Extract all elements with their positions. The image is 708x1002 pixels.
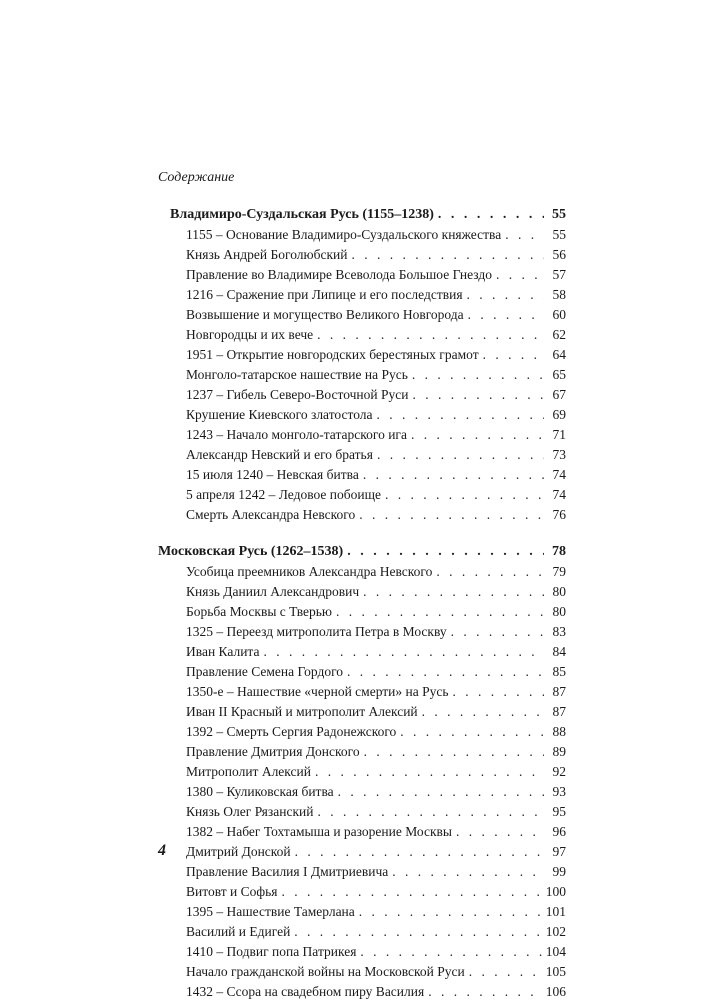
toc-entry[interactable] [158, 582, 566, 602]
toc-entry-page: 101 [545, 904, 566, 919]
toc-entry-page: 104 [545, 944, 566, 959]
toc-entry-title: 1392 – Смерть Сергия Радонежского [186, 724, 397, 739]
dot-leader [453, 682, 544, 702]
toc-entry[interactable] [158, 762, 566, 782]
page-number: 4 [158, 842, 166, 859]
toc-entry[interactable] [158, 662, 566, 682]
toc-entry-page: 76 [552, 507, 566, 522]
toc-entry-title: Князь Даниил Александрович [186, 584, 360, 599]
toc-entry-title: Усобица преемников Александра Невского [186, 564, 433, 579]
toc-entry-page: 79 [552, 564, 566, 579]
toc-entry-title: Василий и Едигей [186, 924, 291, 939]
dot-leader [317, 802, 544, 822]
dot-leader [317, 325, 544, 345]
toc-entry-title: Правление Семена Гордого [186, 664, 344, 679]
dot-leader [264, 642, 545, 662]
dot-leader [411, 425, 544, 445]
dot-leader [438, 205, 544, 225]
toc-entry-page: 57 [552, 267, 566, 282]
dot-leader [467, 285, 544, 305]
toc-entry[interactable] [158, 622, 566, 642]
toc-entry-page: 105 [545, 964, 566, 979]
toc-heading-title: Московская Русь (1262–1538) [158, 544, 344, 559]
dot-leader [347, 662, 544, 682]
toc-entry-page: 85 [552, 664, 566, 679]
toc-entry-title: 1380 – Куликовская битва [186, 784, 334, 799]
dot-leader [294, 922, 541, 942]
dot-leader [436, 562, 544, 582]
toc-entry-title: Правление Василия I Дмитриевича [186, 864, 389, 879]
toc-entry[interactable] [158, 602, 566, 622]
toc-entry-page: 80 [552, 604, 566, 619]
dot-leader [351, 245, 544, 265]
toc-entry-page: 106 [545, 984, 566, 999]
toc-entry-title: Новгородцы и их вече [186, 327, 314, 342]
toc-entry-page: 84 [552, 644, 566, 659]
toc-entry-page: 74 [552, 487, 566, 502]
toc-entry-page: 67 [552, 387, 566, 402]
toc-entry[interactable] [158, 862, 566, 882]
toc-entry-title: Князь Олег Рязанский [186, 804, 314, 819]
toc-entry[interactable] [158, 922, 566, 942]
dot-leader [281, 882, 541, 902]
toc-section-moscow [158, 542, 566, 1002]
dot-leader [359, 902, 542, 922]
toc-entry[interactable] [158, 425, 566, 445]
dot-leader [468, 305, 544, 325]
toc-entry[interactable] [158, 842, 566, 862]
toc-section-heading[interactable] [158, 542, 566, 562]
toc-entry-title: Возвышение и могущество Великого Новгорода [186, 307, 464, 322]
toc-entry-title: Начало гражданской войны на Московской Руси [186, 964, 465, 979]
toc-entry[interactable] [158, 245, 566, 265]
toc-heading-page: 55 [552, 207, 566, 222]
toc-entry[interactable] [158, 465, 566, 485]
toc-entry[interactable] [158, 802, 566, 822]
toc-entry-page: 73 [552, 447, 566, 462]
dot-leader [338, 782, 544, 802]
dot-leader [377, 405, 544, 425]
toc-entry[interactable] [158, 902, 566, 922]
toc-entry-page: 93 [552, 784, 566, 799]
dot-leader [505, 225, 544, 245]
toc-entry-title: 15 июля 1240 – Невская битва [186, 467, 359, 482]
toc-entry-page: 80 [552, 584, 566, 599]
toc-entry-page: 58 [552, 287, 566, 302]
toc-entry-title: Крушение Киевского златостола [186, 407, 373, 422]
toc-entry-title: Иван II Красный и митрополит Алексий [186, 704, 418, 719]
table-of-contents [158, 205, 566, 1002]
toc-entry-title: Монголо-татарское нашествие на Русь [186, 367, 408, 382]
toc-entry-title: 1350-е – Нашествие «черной смерти» на Русь [186, 684, 449, 699]
dot-leader [363, 582, 544, 602]
toc-heading-page: 78 [552, 544, 566, 559]
toc-entry-page: 60 [552, 307, 566, 322]
toc-entry[interactable] [158, 562, 566, 582]
toc-entry-page: 71 [552, 427, 566, 442]
toc-entry[interactable] [158, 962, 566, 982]
toc-entry[interactable] [158, 642, 566, 662]
toc-entry-title: 1951 – Открытие новгородских берестяных грамот [186, 347, 479, 362]
toc-entry-page: 87 [552, 684, 566, 699]
toc-entry[interactable] [158, 682, 566, 702]
toc-entry-page: 64 [552, 347, 566, 362]
toc-entry-title: Иван Калита [186, 644, 260, 659]
toc-entry-title: 1410 – Подвиг попа Патрикея [186, 944, 357, 959]
toc-entry[interactable] [158, 742, 566, 762]
toc-entry-page: 97 [552, 844, 566, 859]
toc-entry-page: 96 [552, 824, 566, 839]
toc-entry[interactable] [158, 445, 566, 465]
toc-entry[interactable] [158, 365, 566, 385]
toc-entry-page: 69 [552, 407, 566, 422]
toc-entry[interactable] [158, 325, 566, 345]
toc-entry[interactable] [158, 822, 566, 842]
dot-leader [412, 385, 544, 405]
toc-entry[interactable] [158, 702, 566, 722]
toc-entry-title: Правление Дмитрия Донского [186, 744, 360, 759]
toc-entry-title: Дмитрий Донской [186, 844, 291, 859]
toc-entry-title: 1325 – Переезд митрополита Петра в Москву [186, 624, 447, 639]
toc-entry-page: 62 [552, 327, 566, 342]
dot-leader [422, 702, 544, 722]
toc-entry-title: 1432 – Ссора на свадебном пиру Василия [186, 984, 425, 999]
dot-leader [315, 762, 544, 782]
dot-leader [451, 622, 544, 642]
toc-entry-page: 55 [552, 227, 566, 242]
toc-entry[interactable] [158, 505, 566, 525]
dot-leader [377, 445, 544, 465]
toc-entry-title: 5 апреля 1242 – Ледовое побоище [186, 487, 381, 502]
toc-entry-page: 87 [552, 704, 566, 719]
dot-leader [336, 602, 544, 622]
toc-entry-title: Смерть Александра Невского [186, 507, 356, 522]
toc-entry-page: 83 [552, 624, 566, 639]
dot-leader [360, 942, 541, 962]
toc-entry-page: 88 [552, 724, 566, 739]
toc-entry-page: 56 [552, 247, 566, 262]
toc-entry-page: 100 [545, 884, 566, 899]
toc-entry-title: Александр Невский и его братья [186, 447, 373, 462]
dot-leader [412, 365, 544, 385]
dot-leader [347, 542, 544, 562]
dot-leader [400, 722, 544, 742]
toc-section-heading[interactable] [158, 205, 566, 225]
toc-entry[interactable] [158, 385, 566, 405]
dot-leader [363, 465, 544, 485]
toc-entry-title: 1216 – Сражение при Липице и его последствия [186, 287, 463, 302]
toc-entry-page: 65 [552, 367, 566, 382]
running-header: Содержание [158, 170, 235, 185]
dot-leader [456, 822, 544, 842]
toc-entry-title: Витовт и Софья [186, 884, 278, 899]
toc-entry[interactable] [158, 305, 566, 325]
toc-entry-title: Правление во Владимире Всеволода Большое Гнездо [186, 267, 492, 282]
toc-entry-title: Митрополит Алексий [186, 764, 311, 779]
toc-entry-title: 1395 – Нашествие Тамерлана [186, 904, 355, 919]
toc-entry[interactable] [158, 265, 566, 285]
toc-entry-title: Князь Андрей Боголюбский [186, 247, 348, 262]
toc-entry-page: 89 [552, 744, 566, 759]
dot-leader [469, 962, 542, 982]
toc-entry[interactable] [158, 882, 566, 902]
toc-entry[interactable] [158, 225, 566, 245]
toc-entry-page: 95 [552, 804, 566, 819]
dot-leader [428, 982, 542, 1002]
dot-leader [359, 505, 544, 525]
toc-entry[interactable] [158, 722, 566, 742]
toc-entry-title: 1382 – Набег Тохтамыша и разорение Москвы [186, 824, 452, 839]
toc-entry-page: 74 [552, 467, 566, 482]
toc-entry-title: 1155 – Основание Владимиро-Суздальского княжества [186, 227, 502, 242]
toc-entry[interactable] [158, 485, 566, 505]
dot-leader [483, 345, 544, 365]
toc-section-vladimir-suzdal [158, 205, 566, 525]
toc-entry-title: Борьба Москвы с Тверью [186, 604, 332, 619]
dot-leader [392, 862, 544, 882]
dot-leader [496, 265, 544, 285]
toc-entry[interactable] [158, 345, 566, 365]
toc-entry[interactable] [158, 782, 566, 802]
toc-entry-title: 1237 – Гибель Северо-Восточной Руси [186, 387, 409, 402]
toc-entry-page: 102 [545, 924, 566, 939]
dot-leader [364, 742, 544, 762]
toc-entry[interactable] [158, 405, 566, 425]
toc-entry[interactable] [158, 285, 566, 305]
toc-entry[interactable] [158, 982, 566, 1002]
toc-heading-title: Владимиро-Суздальская Русь (1155–1238) [170, 207, 434, 222]
toc-entry-page: 99 [552, 864, 566, 879]
toc-entry[interactable] [158, 942, 566, 962]
toc-entry-title: 1243 – Начало монголо-татарского ига [186, 427, 407, 442]
dot-leader [295, 842, 544, 862]
dot-leader [385, 485, 544, 505]
toc-entry-page: 92 [552, 764, 566, 779]
